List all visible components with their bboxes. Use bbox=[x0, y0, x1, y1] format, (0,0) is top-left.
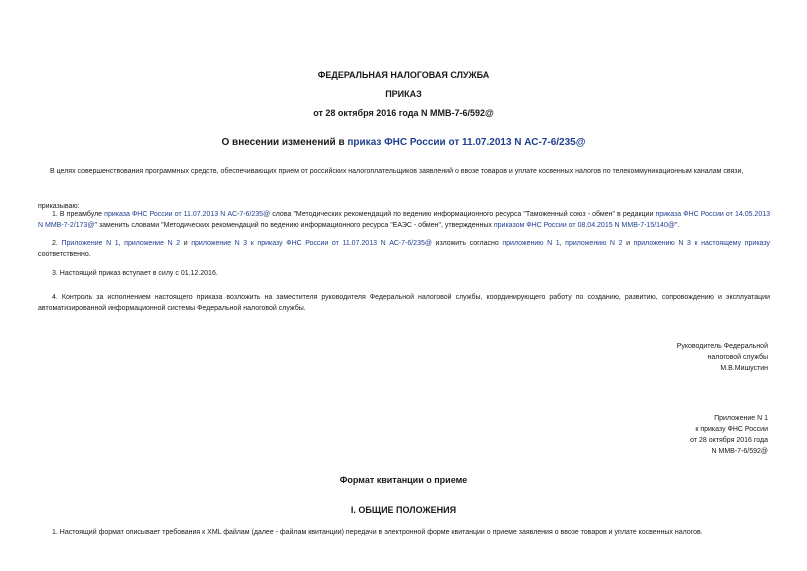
signature-block bbox=[568, 341, 768, 374]
item-1-text-a: 1. В преамбуле bbox=[52, 211, 105, 218]
date-number-heading: от 28 октября 2016 года N ММВ-7-6/592@ bbox=[313, 108, 494, 118]
order-title bbox=[0, 137, 807, 148]
title-prefix: О внесении изменений в bbox=[221, 137, 348, 148]
appendix-block bbox=[568, 413, 768, 457]
appendix-line-4: N ММВ-7-6/592@ bbox=[711, 448, 768, 455]
item-2-text-b: , bbox=[118, 240, 125, 247]
item-2-text-f: и bbox=[622, 240, 634, 247]
signature-name: М.В.Мишустин bbox=[720, 365, 768, 372]
section-title: I. ОБЩИЕ ПОЛОЖЕНИЯ bbox=[350, 505, 457, 515]
item-2 bbox=[38, 238, 770, 260]
signature-line-1: Руководитель Федеральной bbox=[676, 343, 768, 350]
item-2-link-d[interactable]: приложению N 1 bbox=[502, 240, 560, 247]
item-2-text-e: , bbox=[559, 240, 566, 247]
item-2-link-a[interactable]: Приложение N 1 bbox=[61, 240, 119, 247]
item-1-link-c[interactable]: приказом ФНС России от 08.04.2015 N ММВ-7-15/140@ bbox=[493, 222, 675, 229]
item-2-text-d: изложить согласно bbox=[431, 240, 503, 247]
appendix-line-3: от 28 октября 2016 года bbox=[690, 437, 768, 444]
title-link[interactable]: приказ ФНС России от 11.07.2013 N АС-7-6/235@ bbox=[347, 137, 586, 148]
item-1-text-b: слова "Методических рекомендаций по ведению информационного ресурса "Таможенный союз - обмен" в редакции bbox=[270, 211, 656, 218]
item-1 bbox=[38, 209, 770, 231]
agency-heading: ФЕДЕРАЛЬНАЯ НАЛОГОВАЯ СЛУЖБА bbox=[317, 70, 490, 80]
item-2-text-c: и bbox=[180, 240, 192, 247]
item-1-link-a[interactable]: приказа ФНС России от 11.07.2013 N АС-7-6/235@ bbox=[104, 211, 271, 218]
signature-line-2: налоговой службы bbox=[707, 354, 768, 361]
item-2-link-e[interactable]: приложению N 2 bbox=[565, 240, 623, 247]
item-2-text-a: 2. bbox=[52, 240, 62, 247]
order-word: приказываю: bbox=[38, 203, 80, 210]
appendix-line-2: к приказу ФНС России bbox=[695, 426, 768, 433]
doc-type-heading: ПРИКАЗ bbox=[385, 89, 422, 99]
item-2-text-g: соответственно. bbox=[38, 251, 91, 258]
item-3: 3. Настоящий приказ вступает в силу с 01.12.2016. bbox=[52, 270, 218, 277]
section-item-1: 1. Настоящий формат описывает требования к XML файлам (далее - файлам квитанции) передачи в электронной форме квитанции о приеме заявления о ввозе товаров и уплате косвенных налогов. bbox=[52, 529, 703, 536]
item-2-link-b[interactable]: приложение N 2 bbox=[124, 240, 181, 247]
item-2-link-c[interactable]: приложение N 3 к приказу ФНС России от 11.07.2013 N АС-7-6/235@ bbox=[191, 240, 432, 247]
format-title: Формат квитанции о приеме bbox=[339, 475, 468, 485]
item-1-link-b[interactable]: приказа ФНС России от 14.05.2013 N ММВ-7-2/173@ bbox=[38, 211, 770, 229]
item-1-text-d: ". bbox=[674, 222, 680, 229]
appendix-line-1: Приложение N 1 bbox=[714, 415, 768, 422]
preamble: В целях совершенствования программных средств, обеспечивающих прием от российских налогоплательщиков заявлений о ввозе товаров и уплате косвенных налогов по телекоммуникационным каналам связи, bbox=[50, 168, 744, 175]
item-2-link-f[interactable]: приложению N 3 к настоящему приказу bbox=[633, 240, 771, 247]
item-4: 4. Контроль за исполнением настоящего приказа возложить на заместителя руководителя Федеральной налоговой службы, координирующего работу по созданию, развитию, сопровождению и эксплуатации автоматизированной информационной системы Федеральной налоговой службы. bbox=[38, 294, 770, 312]
item-1-text-c: " заменить словами "Методических рекомендаций по ведению информационного ресурса "ЕАЭС - обмен", утвержденных bbox=[94, 222, 494, 229]
